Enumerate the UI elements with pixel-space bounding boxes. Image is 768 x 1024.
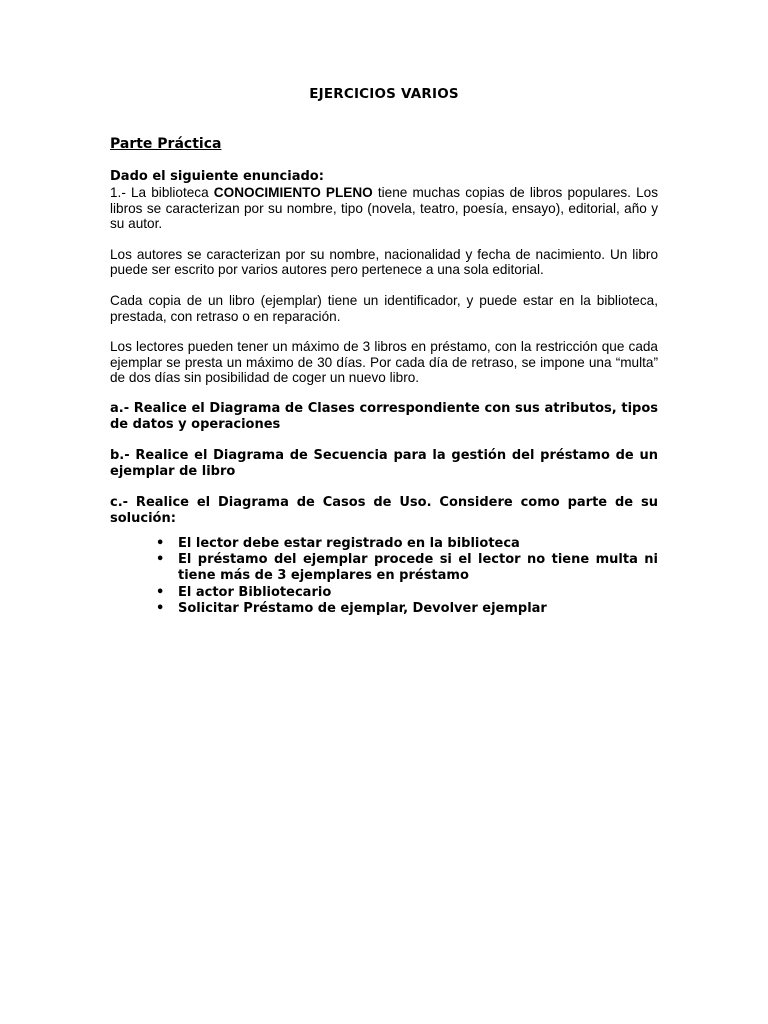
list-item-text: El préstamo del ejemplar procede si el lector no tiene multa ni tiene más de 3 ejemplares en préstamo — [178, 552, 658, 584]
document-body — [110, 169, 658, 617]
bullet-icon: • — [156, 600, 165, 616]
paragraph-1-prefix: 1.- La biblioteca — [110, 185, 214, 200]
bullet-icon: • — [156, 584, 165, 600]
question-c: c.- Realice el Diagrama de Casos de Uso. Considere como parte de su solución: — [110, 494, 658, 526]
bullet-icon: • — [156, 552, 165, 568]
list-item-text: El actor Bibliotecario — [178, 584, 332, 600]
paragraph-4: Los lectores pueden tener un máximo de 3 libros en préstamo, con la restricción que cada ejemplar se presta un máximo de 30 días. Por cada día de retraso, se impone una “multa” de dos días sin posibilidad de coger un nuevo libro. — [110, 339, 658, 386]
list-item — [156, 584, 658, 601]
list-item — [156, 552, 658, 584]
list-item — [156, 535, 658, 552]
list-item-text: Solicitar Préstamo de ejemplar, Devolver ejemplar — [178, 600, 547, 616]
paragraph-3: Cada copia de un libro (ejemplar) tiene un identificador, y puede estar en la biblioteca, prestada, con retraso o en reparación. — [110, 292, 658, 324]
page-title: EJERCICIOS VARIOS — [309, 86, 459, 102]
statement-heading: Dado el siguiente enunciado: — [110, 169, 324, 184]
section-heading: Parte Práctica — [110, 136, 222, 152]
list-item — [156, 600, 658, 617]
library-name: CONOCIMIENTO PLENO — [213, 185, 373, 200]
list-item-text: El lector debe estar registrado en la biblioteca — [178, 535, 520, 551]
question-a: a.- Realice el Diagrama de Clases correspondiente con sus atributos, tipos de datos y operaciones — [110, 400, 658, 432]
requirements-list — [110, 536, 658, 617]
paragraph-1-suffix: tiene muchas copias de libros populares. Los libros se caracterizan por su nombre, tipo (novela, teatro, poesía, ensayo), editorial, año y su autor. — [110, 185, 658, 232]
question-b: b.- Realice el Diagrama de Secuencia para la gestión del préstamo de un ejemplar de libro — [110, 447, 658, 479]
bullet-icon: • — [156, 535, 165, 551]
paragraph-2: Los autores se caracterizan por su nombre, nacionalidad y fecha de nacimiento. Un libro puede ser escrito por varios autores pero pertenece a una sola editorial. — [110, 246, 658, 278]
paragraph-1 — [110, 185, 658, 232]
